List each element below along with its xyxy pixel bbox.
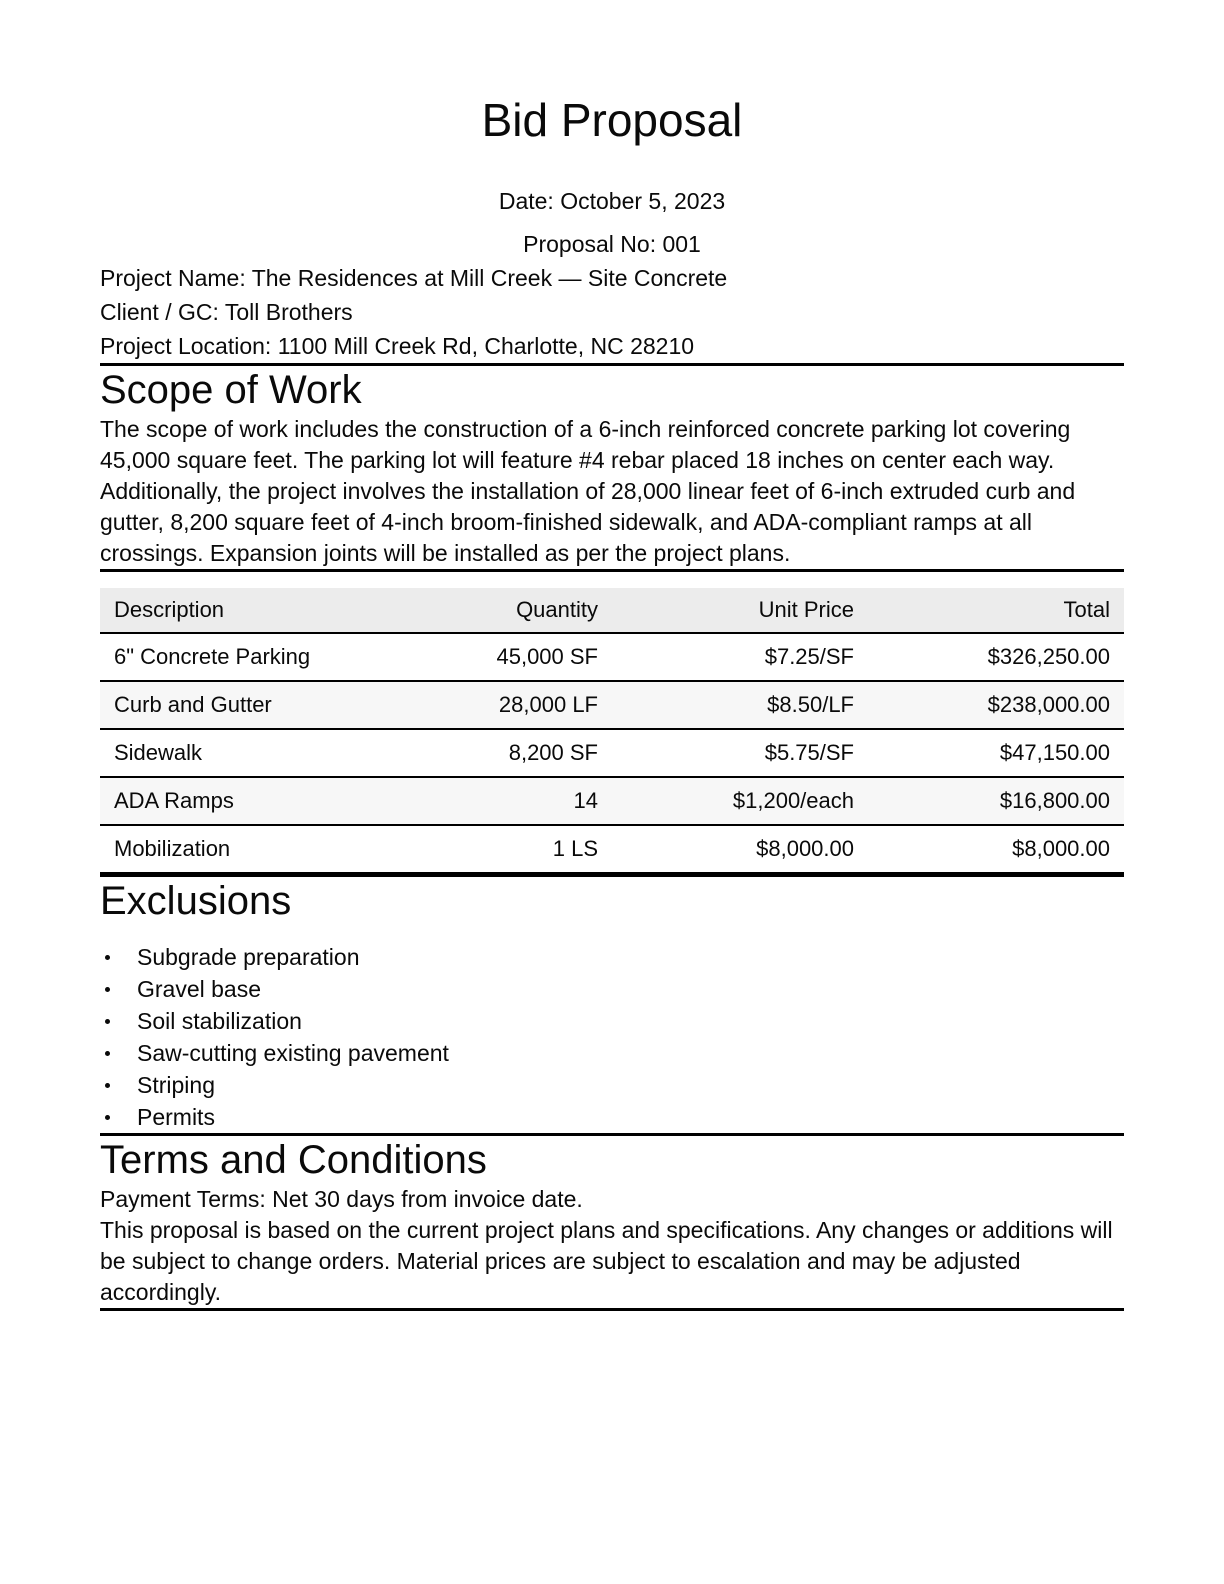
cell-description: Mobilization — [114, 835, 231, 861]
scope-divider — [100, 569, 1124, 572]
cell-quantity: 14 — [573, 787, 598, 813]
payment-terms-line: Payment Terms: Net 30 days from invoice date. — [100, 1185, 583, 1212]
table-row — [100, 633, 1124, 681]
cell-unit-price: $7.25/SF — [764, 643, 854, 669]
table-header-row — [100, 588, 1124, 633]
exclusion-item: Permits — [100, 1101, 1124, 1133]
scope-of-work-text: The scope of work includes the construction of a 6-inch reinforced concrete parking lot covering 45,000 square feet. The parking lot will feature #4 rebar placed 18 inches on center each way. Additionally, the project involves the installation of 28,000 linear feet of 6-inch extruded curb and gutter, 8,200 square feet of 4-inch broom-finished sidewalk, and ADA-compliant ramps at all crossings. Expansion joints will be installed as per the project plans. — [100, 415, 1076, 566]
bid-table-header — [100, 588, 1124, 633]
terms-text: This proposal is based on the current project plans and specifications. Any changes or additions will be subject to change orders. Material prices are subject to escalation and may be adjusted accordingly. — [100, 1216, 1113, 1305]
cell-quantity: 1 LS — [552, 835, 598, 861]
cell-total: $47,150.00 — [999, 739, 1110, 765]
terms-heading: Terms and Conditions — [100, 1137, 487, 1182]
bid-items-table — [100, 588, 1124, 874]
scope-of-work-heading: Scope of Work — [100, 367, 362, 412]
bid-table-body — [100, 633, 1124, 873]
proposal-number-line: Proposal No: 001 — [523, 230, 701, 257]
cell-quantity: 28,000 LF — [498, 691, 598, 717]
cell-total: $326,250.00 — [987, 643, 1110, 669]
cell-total: $238,000.00 — [987, 691, 1110, 717]
column-header-quantity: Quantity — [356, 588, 612, 633]
client-line: Client / GC: Toll Brothers — [100, 298, 353, 325]
date-line: Date: October 5, 2023 — [498, 187, 726, 214]
exclusion-item: Soil stabilization — [100, 1005, 1124, 1037]
footer-divider — [100, 1308, 1124, 1311]
cell-description: ADA Ramps — [114, 787, 234, 813]
table-row — [100, 777, 1124, 825]
column-header-total: Total — [868, 588, 1124, 633]
project-location-line: Project Location: 1100 Mill Creek Rd, Charlotte, NC 28210 — [100, 332, 695, 359]
exclusion-item: Saw-cutting existing pavement — [100, 1037, 1124, 1069]
column-header-unit-price: Unit Price — [612, 588, 868, 633]
cell-quantity: 8,200 SF — [508, 739, 598, 765]
column-header-description: Description — [100, 588, 356, 633]
document-title: Bid Proposal — [481, 94, 743, 146]
exclusion-item: Subgrade preparation — [100, 941, 1124, 973]
cell-unit-price: $8.50/LF — [767, 691, 854, 717]
exclusions-heading: Exclusions — [100, 878, 292, 923]
project-name-line: Project Name: The Residences at Mill Creek — Site Concrete — [100, 264, 728, 291]
cell-unit-price: $1,200/each — [732, 787, 854, 813]
table-row — [100, 729, 1124, 777]
cell-description: Curb and Gutter — [114, 691, 272, 717]
cell-unit-price: $5.75/SF — [764, 739, 854, 765]
cell-description: 6" Concrete Parking — [114, 643, 311, 669]
exclusion-item: Gravel base — [100, 973, 1124, 1005]
cell-total: $8,000.00 — [1012, 835, 1110, 861]
cell-unit-price: $8,000.00 — [756, 835, 854, 861]
exclusions-list — [100, 941, 1124, 1133]
exclusion-item: Striping — [100, 1069, 1124, 1101]
cell-description: Sidewalk — [114, 739, 203, 765]
table-row — [100, 825, 1124, 873]
cell-total: $16,800.00 — [999, 787, 1110, 813]
cell-quantity: 45,000 SF — [496, 643, 598, 669]
table-row — [100, 681, 1124, 729]
